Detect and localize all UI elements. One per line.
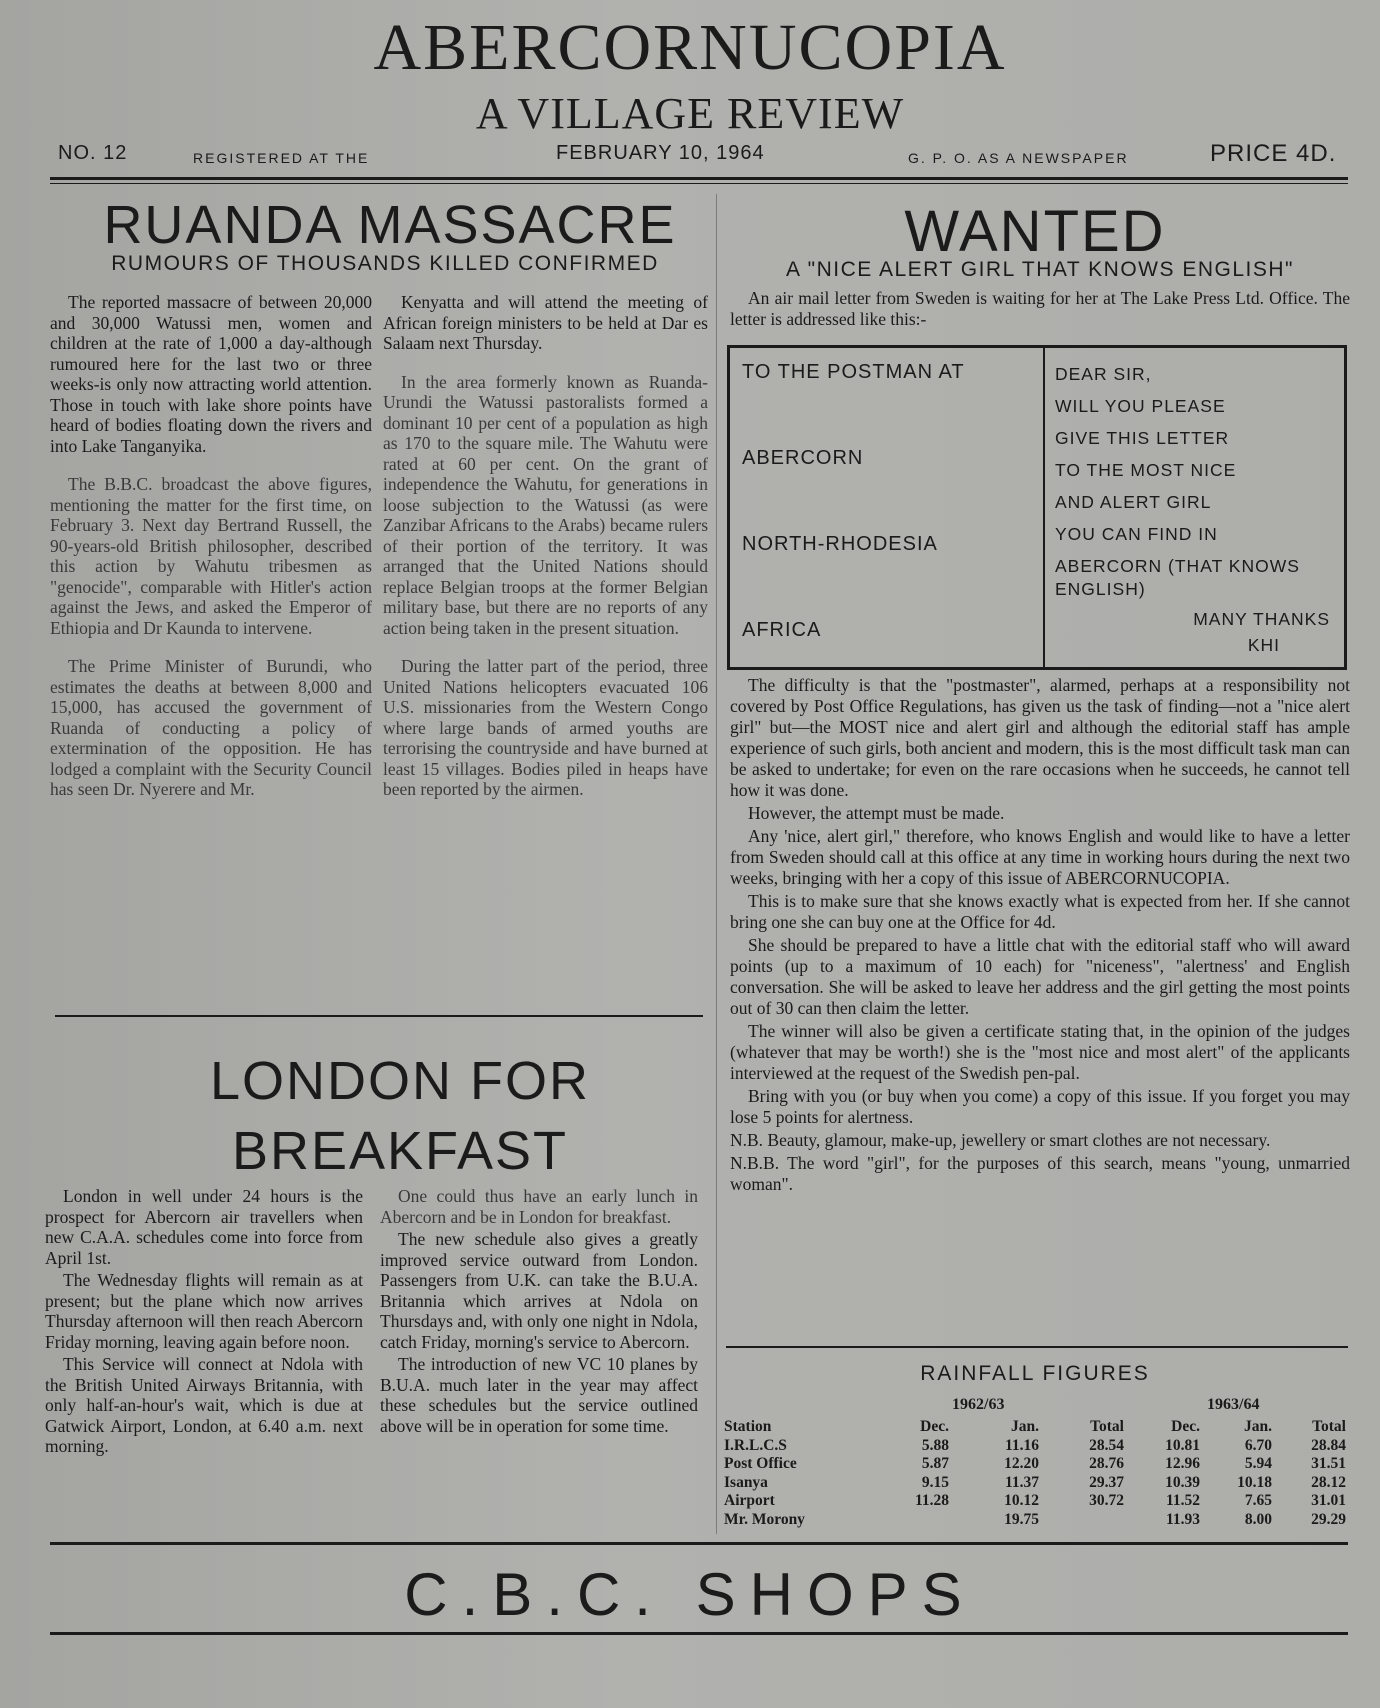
massacre-headline: RUANDA MASSACRE xyxy=(103,195,677,255)
registered-note: REGISTERED AT THE xyxy=(193,150,370,166)
column-header: Total xyxy=(1090,1418,1124,1435)
table-cell: 7.65 xyxy=(1244,1492,1272,1509)
article-paragraph: This is to make sure that she knows exactly what is expected from her. If she cannot bring one she can buy one at the Office for 4d. xyxy=(730,891,1350,932)
table-cell: 28.76 xyxy=(1089,1455,1124,1472)
article-paragraph: She should be prepared to have a little chat with the editorial staff who will award points (up to a maximum of 10 each) for "niceness", "alertness' and English conversation. She will be asked to leave her address and the girl getting the most points out of 30 can then claim the letter. xyxy=(730,935,1350,1018)
rainfall-divider xyxy=(726,1346,1348,1348)
letter-message-line: YOU CAN FIND IN xyxy=(1055,524,1218,544)
table-row xyxy=(724,1455,1346,1474)
rainfall-year-1: 1962/63 xyxy=(952,1396,1005,1413)
table-cell xyxy=(872,1511,949,1530)
table-cell: 31.51 xyxy=(1311,1455,1346,1472)
london-headline-line1: LONDON FOR xyxy=(209,1051,591,1111)
article-paragraph: The winner will also be given a certificate stating that, in the opinion of the judges (whatever that may be worth!) she is the "most nice and most alert" of the applicants interviewed at the request of the Swedish pen-pal. xyxy=(730,1021,1350,1083)
gpo-note: G. P. O. AS A NEWSPAPER xyxy=(908,150,1129,166)
table-cell: I.R.L.C.S xyxy=(724,1436,787,1454)
table-cell: 29.37 xyxy=(1089,1473,1124,1491)
article-paragraph: An air mail letter from Sweden is waiting for her at The Lake Press Ltd. Office. The letter is addressed like this:- xyxy=(730,288,1350,329)
table-row xyxy=(724,1511,1346,1530)
table-cell: 6.70 xyxy=(1244,1436,1272,1454)
letter-signoff: MANY THANKS xyxy=(1193,609,1330,629)
table-cell: 11.52 xyxy=(1165,1492,1200,1509)
masthead-subtitle: A VILLAGE REVIEW xyxy=(475,89,905,138)
footer-rule-bottom xyxy=(50,1632,1348,1635)
table-header-row xyxy=(724,1418,1346,1437)
column-header: Dec. xyxy=(920,1418,949,1435)
wanted-headline: WANTED xyxy=(904,199,1166,264)
table-cell: Post Office xyxy=(724,1455,797,1472)
table-cell: 10.18 xyxy=(1237,1473,1272,1491)
article-paragraph: The new schedule also gives a greatly improved service outward from London. Passengers from U.K. can take the B.U.A. Britannia which arrives at Ndola on Thursdays and, with only one night in Ndola, catch Friday, morning's service to Abercorn. xyxy=(380,1229,698,1352)
article-paragraph: However, the attempt must be made. xyxy=(748,803,1005,823)
letter-message-line: ABERCORN (THAT KNOWS ENGLISH) xyxy=(1055,556,1300,599)
article-paragraph: London in well under 24 hours is the prospect for Abercorn air travellers when new C.A.A. schedules come into force from April 1st. xyxy=(45,1186,363,1268)
table-cell: 12.20 xyxy=(1004,1455,1039,1472)
letter-signature: KHI xyxy=(1247,635,1280,655)
table-cell: 11.16 xyxy=(1004,1436,1039,1454)
table-cell: 28.84 xyxy=(1311,1436,1346,1454)
article-paragraph: The B.B.C. broadcast the above figures, mentioning the matter for the first time, on February 3. Next day Bertrand Russell, the 90-years-old British philosopher, described this action by Wahutu tribesmen as "genocide", comparable with Hitler's action against the Jews, and asked the Emperor of Ethiopia and Dr Kaunda to intervene. xyxy=(50,474,372,638)
table-cell: Isanya xyxy=(724,1473,768,1491)
column-header: Jan. xyxy=(1011,1418,1039,1435)
table-cell: 19.75 xyxy=(1004,1510,1039,1528)
masthead-rule xyxy=(50,177,1348,180)
letter-address-box xyxy=(727,345,1347,670)
article-paragraph: N.B.B. The word "girl", for the purposes of this search, means "young, unmarried woman". xyxy=(730,1153,1350,1194)
table-cell: 9.15 xyxy=(921,1473,949,1491)
letter-message-line: TO THE MOST NICE xyxy=(1055,460,1237,480)
wanted-subhead: A "NICE ALERT GIRL THAT KNOWS ENGLISH" xyxy=(786,258,1294,281)
table-cell: 10.39 xyxy=(1165,1473,1200,1491)
article-paragraph: The difficulty is that the "postmaster", alarmed, perhaps at a responsibility not covered by Post Office Regulations, has given us the task of finding—not a "nice alert girl" but—the MOST nice and alert girl and although the editorial staff has ample experience of such girls, both ancient and modern, this is the most difficult task man can be asked to undertake; for even on the rare occasions when he succeeds, he cannot tell how it was done. xyxy=(730,675,1350,800)
article-paragraph: One could thus have an early lunch in Abercorn and be in London for breakfast. xyxy=(380,1186,698,1227)
massacre-subhead: RUMOURS OF THOUSANDS KILLED CONFIRMED xyxy=(111,252,659,275)
letter-address-line: TO THE POSTMAN AT xyxy=(742,361,965,383)
table-cell: 31.01 xyxy=(1311,1492,1346,1509)
table-row xyxy=(724,1474,1346,1493)
table-cell: 10.81 xyxy=(1165,1436,1200,1454)
table-cell: 28.12 xyxy=(1311,1473,1346,1491)
footer-rule-top xyxy=(50,1542,1348,1545)
article-paragraph: Any 'nice, alert girl," therefore, who knows English and would like to have a letter from Sweden should call at this office at any time in working hours during the next two weeks, bringing with her a copy of this issue of ABERCORNUCOPIA. xyxy=(730,826,1350,888)
article-paragraph: Kenyatta and will attend the meeting of African foreign ministers to be held at Dar es Salaam next Thursday. xyxy=(383,292,708,353)
letter-address-line: ABERCORN xyxy=(742,447,864,469)
column-rule xyxy=(716,194,717,1534)
article-paragraph: Bring with you (or buy when you come) a copy of this issue. If you forget you may lose 5 points for alertness. xyxy=(730,1086,1350,1127)
wanted-body xyxy=(730,675,1350,1197)
rainfall-table xyxy=(724,1418,1346,1529)
article-paragraph: During the latter part of the period, three United Nations helicopters evacuated 106 U.S. missionaries from the Western Congo where large bands of armed youths are terrorising the countryside and have burned at least 15 villages. Bodies piled in heaps have been reported by the airmen. xyxy=(383,656,708,799)
wanted-intro xyxy=(730,288,1350,331)
letter-address-line: NORTH-RHODESIA xyxy=(742,533,938,555)
massacre-column-1 xyxy=(50,292,372,818)
masthead-rule-thin xyxy=(50,183,1348,184)
column-header: Jan. xyxy=(1244,1418,1272,1435)
london-column-1 xyxy=(45,1186,363,1459)
london-headline-line2: BREAKFAST xyxy=(231,1121,569,1181)
table-cell: Airport xyxy=(724,1492,775,1509)
table-cell: 11.93 xyxy=(1165,1510,1200,1528)
table-cell: 30.72 xyxy=(1089,1492,1124,1509)
rainfall-year-2: 1963/64 xyxy=(1207,1396,1260,1413)
table-row xyxy=(724,1492,1346,1511)
table-cell: 29.29 xyxy=(1311,1510,1346,1528)
table-cell: 11.28 xyxy=(914,1492,949,1509)
letter-message-line: GIVE THIS LETTER xyxy=(1055,428,1230,448)
article-paragraph: N.B. Beauty, glamour, make-up, jewellery or smart clothes are not necessary. xyxy=(730,1130,1271,1150)
letter-message xyxy=(1055,358,1340,657)
section-divider xyxy=(55,1015,703,1017)
table-row xyxy=(724,1437,1346,1456)
table-cell: 5.87 xyxy=(921,1455,949,1472)
table-cell: 8.00 xyxy=(1244,1510,1272,1528)
table-cell: 12.96 xyxy=(1165,1455,1200,1472)
letter-message-line: DEAR SIR, xyxy=(1055,364,1152,384)
column-header: Total xyxy=(1312,1418,1346,1435)
issue-date: FEBRUARY 10, 1964 xyxy=(556,142,765,164)
massacre-column-2 xyxy=(383,292,708,818)
article-paragraph: In the area formerly known as Ruanda-Urundi the Watussi pastoralists formed a dominant 10 per cent of a population as high as 170 to the square mile. The Wahutu were rated at 60 per cent. On the grant of independence the Wahutu, for generations in loose subjection to the Watussi (as were Zanzibar Africans to the Arabs) became rulers of their portion of the territory. It was arranged that the United Nations should replace Belgian troops at the former Belgian military base, but there are no reports of any action being taken in the present situation. xyxy=(383,371,708,638)
letter-message-line: AND ALERT GIRL xyxy=(1055,492,1212,512)
london-column-2 xyxy=(380,1186,698,1438)
masthead-title: ABERCORNUCOPIA xyxy=(373,11,1007,84)
footer-advert: C.B.C. SHOPS xyxy=(404,1561,976,1628)
article-paragraph: The Wednesday flights will remain as at present; but the plane which now arrives Thursday afternoon will then reach Abercorn Friday morning, leaving again before noon. xyxy=(45,1270,363,1352)
table-cell: 5.88 xyxy=(921,1436,949,1454)
letter-message-line: WILL YOU PLEASE xyxy=(1055,396,1226,416)
table-cell: 5.94 xyxy=(1244,1455,1272,1472)
table-cell xyxy=(1039,1511,1124,1530)
article-paragraph: The introduction of new VC 10 planes by B.U.A. much later in the year may affect these schedules but the service outlined above will be in operation for some time. xyxy=(380,1354,698,1436)
table-cell: Mr. Morony xyxy=(724,1510,805,1528)
article-paragraph: The reported massacre of between 20,000 and 30,000 Watussi men, women and children at the rate of 1,000 a day-although rumoured here for the last two or three weeks-is only now attracting world attention. Those in touch with lake shore points have heard of bodies floating down the rivers and into Lake Tanganyika. xyxy=(50,292,372,456)
table-cell: 10.12 xyxy=(1004,1492,1039,1509)
article-paragraph: This Service will connect at Ndola with the British United Airways Britannia, with only half-an-hour's wait, which is due at Gatwick Airport, London, at 6.40 a.m. next morning. xyxy=(45,1354,363,1456)
table-cell: 28.54 xyxy=(1089,1436,1124,1454)
article-paragraph: The Prime Minister of Burundi, who estimates the deaths at between 8,000 and 15,000, has accused the government of Ruanda of conducting a policy of extermination of the opposition. He has lodged a complaint with the Security Council has seen Dr. Nyerere and Mr. xyxy=(50,656,372,799)
issue-number: NO. 12 xyxy=(58,142,128,164)
column-header: Station xyxy=(724,1418,772,1435)
table-cell: 11.37 xyxy=(1004,1473,1039,1491)
rainfall-title: RAINFALL FIGURES xyxy=(920,1362,1150,1385)
price: PRICE 4D. xyxy=(1210,140,1337,167)
letter-box-divider xyxy=(1043,348,1045,667)
letter-address-line: AFRICA xyxy=(742,619,822,641)
column-header: Dec. xyxy=(1171,1418,1200,1435)
